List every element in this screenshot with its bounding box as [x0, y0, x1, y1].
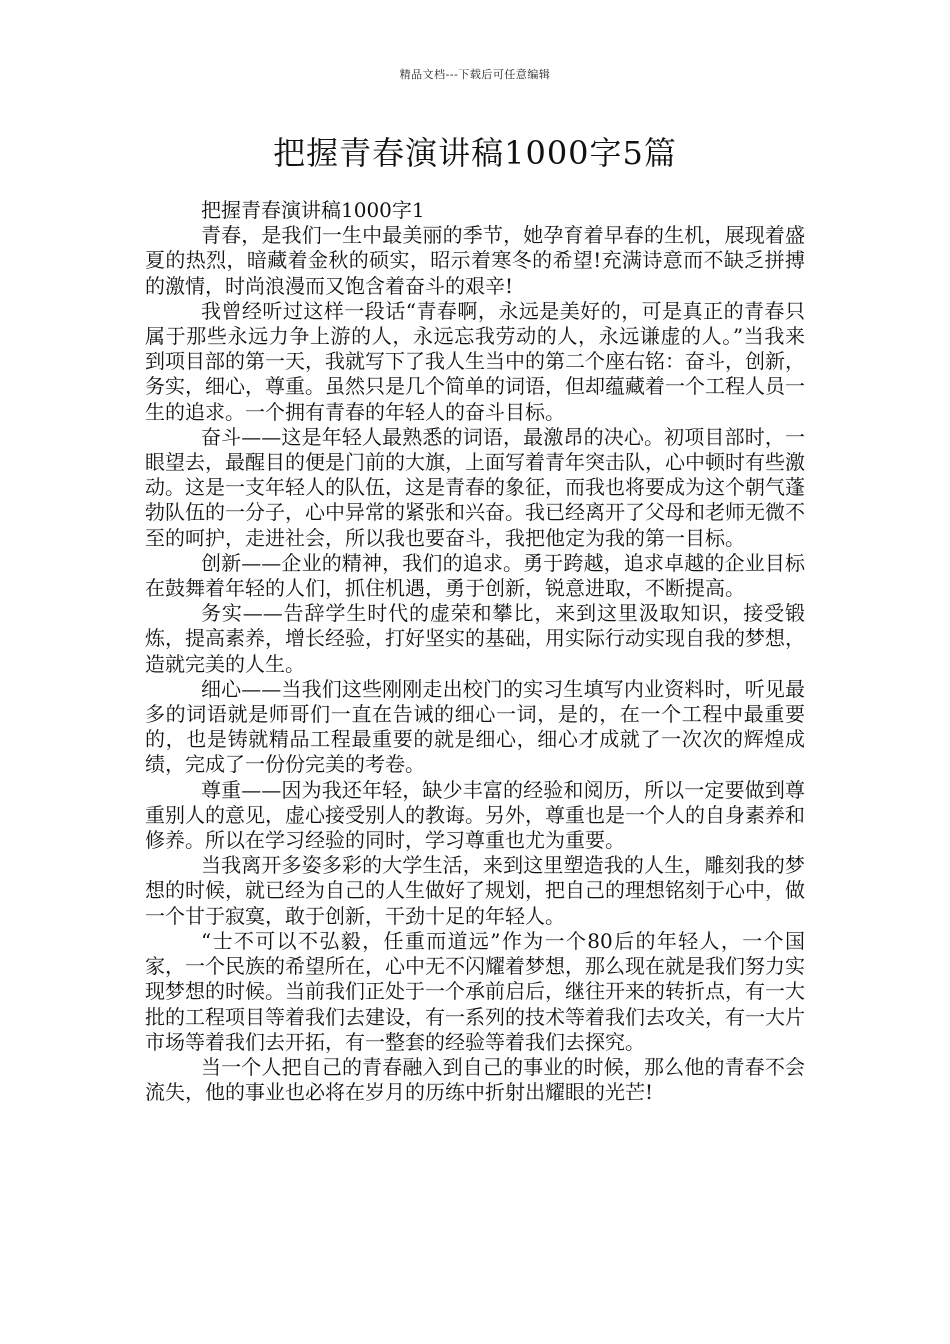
paragraph: 我曾经听过这样一段话“青春啊，永远是美好的，可是真正的青春只属于那些永远力争上游的人，永远忘我劳动的人，永远谦虚的人。”当我来到项目部的第一天，我就写下了我人生当中的第二个座右铭：奋斗，创新，务实，细心，尊重。虽然只是几个简单的词语，但却蕴藏着一个工程人员一生的追求。一个拥有青春的年轻人的奋斗目标。 — [145, 298, 805, 424]
paragraph: 创新——企业的精神，我们的追求。勇于跨越，追求卓越的企业目标在鼓舞着年轻的人们，抓住机遇，勇于创新，锐意进取，不断提高。 — [145, 550, 805, 601]
document-title: 把握青春演讲稿1000字5篇 — [273, 134, 677, 172]
header-note: 精品文档---下载后可任意编辑 — [399, 68, 551, 81]
section-subtitle: 把握青春演讲稿1000字1 — [201, 198, 425, 222]
paragraph: 务实——告辞学生时代的虚荣和攀比，来到这里汲取知识，接受锻炼，提高素养，增长经验，打好坚实的基础，用实际行动实现自我的梦想，造就完美的人生。 — [145, 601, 805, 676]
paragraph: 青春，是我们一生中最美丽的季节，她孕育着早春的生机，展现着盛夏的热烈，暗藏着金秋的硕实，昭示着寒冬的希望!充满诗意而不缺乏拼搏的激情，时尚浪漫而又饱含着奋斗的艰辛! — [145, 223, 805, 298]
paragraph: 细心——当我们这些刚刚走出校门的实习生填写内业资料时，听见最多的词语就是师哥们一直在告诫的细心一词，是的，在一个工程中最重要的，也是铸就精品工程最重要的就是细心，细心才成就了一次次的辉煌成绩，完成了一份份完美的考卷。 — [145, 676, 805, 777]
paragraph: 尊重——因为我还年轻，缺少丰富的经验和阅历，所以一定要做到尊重别人的意见，虚心接受别人的教诲。另外，尊重也是一个人的自身素养和修养。所以在学习经验的同时，学习尊重也尤为重要。 — [145, 777, 805, 853]
paragraph: 奋斗——这是年轻人最熟悉的词语，最激昂的决心。初项目部时，一眼望去，最醒目的便是门前的大旗，上面写着青年突击队，心中顿时有些激动。这是一支年轻人的队伍，这是青春的象征，而我也将要成为这个朝气蓬勃队伍的一分子，心中异常的紧张和兴奋。我已经离开了父母和老师无微不至的呵护，走进社会，所以我也要奋斗，我把他定为我的第一目标。 — [145, 424, 805, 550]
paragraph: 当一个人把自己的青春融入到自己的事业的时候，那么他的青春不会流失，他的事业也必将在岁月的历练中折射出耀眼的光芒! — [145, 1054, 805, 1105]
document-body — [145, 198, 805, 1105]
paragraph: “士不可以不弘毅，任重而道远”作为一个80后的年轻人，一个国家，一个民族的希望所在，心中无不闪耀着梦想，那么现在就是我们努力实现梦想的时候。当前我们正处于一个承前启后，继往开来的转折点，有一大批的工程项目等着我们去建设，有一系列的技术等着我们去攻关，有一大片市场等着我们去开拓，有一整套的经验等着我们去探究。 — [145, 928, 805, 1054]
paragraph: 当我离开多姿多彩的大学生活，来到这里塑造我的人生，雕刻我的梦想的时候，就已经为自己的人生做好了规划，把自己的理想铭刻于心中，做一个甘于寂寞，敢于创新，干劲十足的年轻人。 — [145, 853, 805, 928]
